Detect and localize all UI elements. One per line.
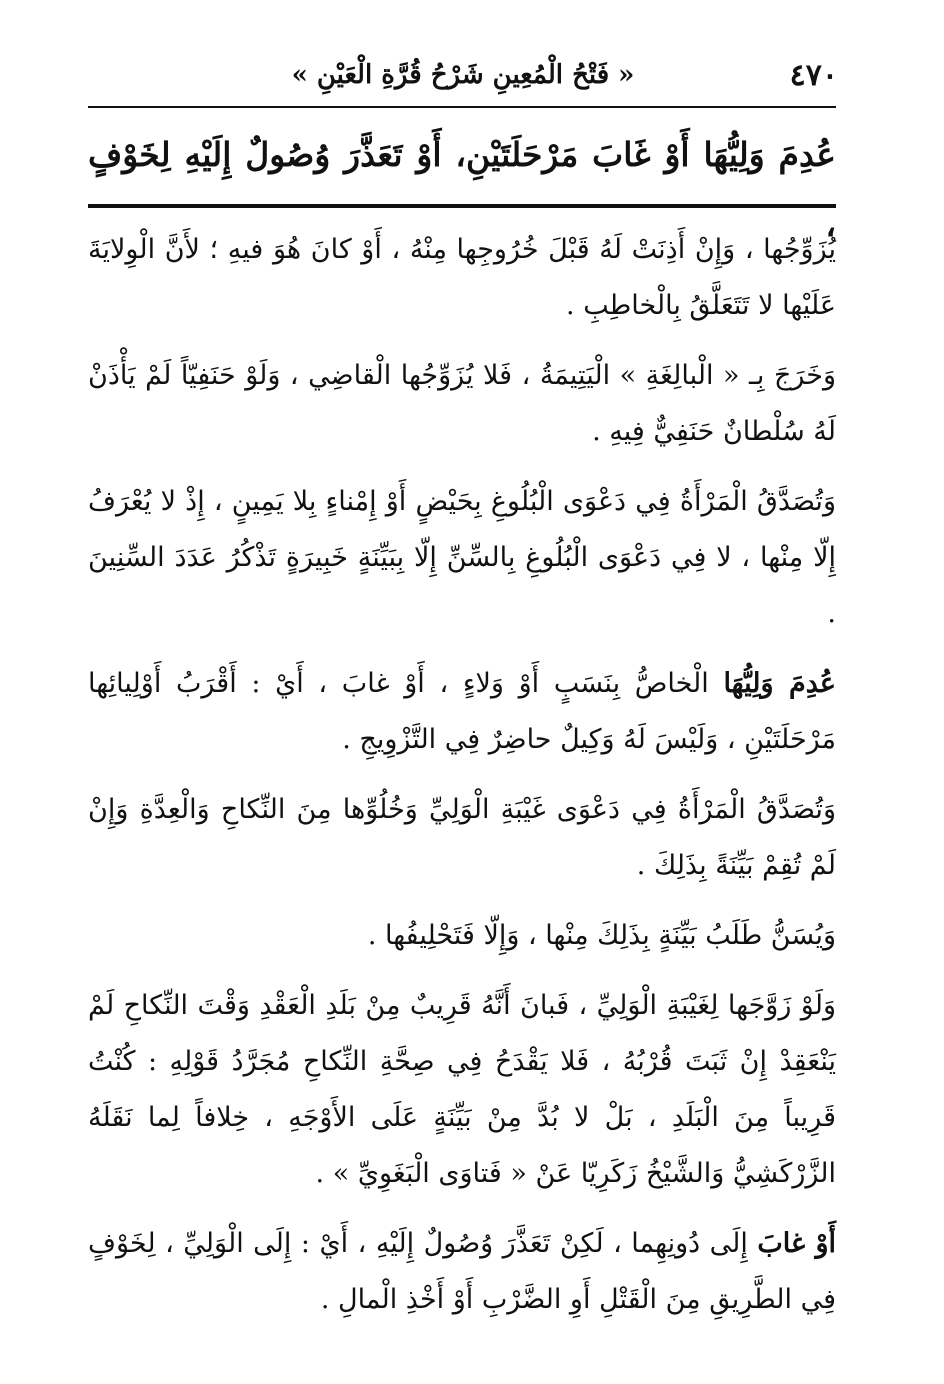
paragraph-text: إِلَى دُونِهِما ، لَكِنْ تَعَذَّرَ وُصُولٌ إِلَيْهِ ، أَيْ : إِلَى الْوَلِيِّ ، لِخَوْفٍ فِي الطَّرِيقِ مِنَ الْقَتْلِ أَوِ الضَّرْبِ أَوْ أَخْذِ الْمالِ . [88,1228,836,1315]
page-number: ٤٧٠ [789,58,838,93]
header-rule [88,106,836,108]
commentary-paragraph-3 [88,474,836,642]
matn-separator-rule [88,204,836,208]
commentary-paragraph-2 [88,348,836,460]
paragraph-text: الْخاصُّ بِنَسَبٍ أَوْ وَلاءٍ ، أَوْ غابَ ، أَيْ : أَقْرَبُ أَوْلِيائِها مَرْحَلَتَيْنِ ، وَلَيْسَ لَهُ وَكِيلٌ حاضِرٌ فِي التَّزْوِيجِ . [88,668,836,755]
paragraph-text: وَتُصَدَّقُ الْمَرْأَةُ فِي دَعْوَى غَيْبَةِ الْوَلِيِّ وَخُلُوِّها مِنَ النِّكاحِ وَالْعِدَّةِ وَإِنْ لَمْ تُقِمْ بَيِّنَةً بِذَلِكَ . [88,794,836,881]
commentary-paragraph-7 [88,978,836,1202]
commentary-paragraph-8 [88,1216,836,1328]
page-header [88,48,838,104]
matn-text: عُدِمَ وَلِيُّهَا أَوْ غَابَ مَرْحَلَتَيْنِ، أَوْ تَعَذَّرَ وُصُولٌ إِلَيْهِ لِخَوْفٍ ، [88,135,836,244]
commentary-paragraph-4 [88,656,836,768]
paragraph-text: وَيُسَنُّ طَلَبُ بَيِّنَةٍ بِذَلِكَ مِنْها ، وَإِلّا فَتَحْلِيفُها . [367,920,836,951]
commentary-paragraph-6 [88,908,836,964]
paragraph-lead: أَوْ غابَ [757,1228,836,1259]
paragraph-text: يُزَوِّجُها ، وَإِنْ أَذِنَتْ لَهُ قَبْلَ خُرُوجِها مِنْهُ ، أَوْ كانَ هُوَ فيهِ ؛ لأَنَّ الْوِلايَةَ عَلَيْها لا تَتَعَلَّقُ بِالْخاطِبِ . [88,234,836,321]
commentary [88,222,836,1342]
paragraph-text: وَلَوْ زَوَّجَها لِغَيْبَةِ الْوَلِيِّ ، فَبانَ أَنَّهُ قَرِيبٌ مِنْ بَلَدِ الْعَقْدِ وَقْتَ النِّكاحِ لَمْ يَنْعَقِدْ إِنْ ثَبَتَ قُرْبُهُ ، فَلا يَقْدَحُ فِي صِحَّةِ النِّكاحِ مُجَرَّدُ قَوْلِهِ : كُنْتُ قَرِيباً مِنَ الْبَلَدِ ، بَلْ لا بُدَّ مِنْ بَيِّنَةٍ عَلَى الأَوْجَهِ ، خِلافاً لِما نَقَلَهُ الزَّرْكَشِيُّ وَالشَّيْخُ زَكَرِيّا عَنْ « فَتاوَى الْبَغَوِيِّ » . [88,990,836,1189]
paragraph-lead: عُدِمَ وَلِيُّهَا [723,668,837,699]
running-title: « فَتْحُ الْمُعِينِ شَرْحُ قُرَّةِ الْعَيْنِ » [291,60,635,90]
commentary-paragraph-1 [88,222,836,334]
commentary-paragraph-5 [88,782,836,894]
paragraph-text: وَتُصَدَّقُ الْمَرْأَةُ فِي دَعْوَى الْبُلُوغِ بِحَيْضٍ أَوْ إِمْناءٍ بِلا يَمِينٍ ، إِذْ لا يُعْرَفُ إِلّا مِنْها ، لا فِي دَعْوَى الْبُلُوغِ بِالسِّنِّ إِلّا بِبَيِّنَةٍ خَبِيرَةٍ تَذْكُرُ عَدَدَ السِّنِينَ . [88,486,836,629]
paragraph-text: وَخَرَجَ بِـ « الْبالِغَةِ » الْيَتِيمَةُ ، فَلا يُزَوِّجُها الْقاضِي ، وَلَوْ حَنَفِيّاً لَمْ يَأْذَنْ لَهُ سُلْطانٌ حَنَفِيٌّ فِيهِ . [88,360,836,447]
